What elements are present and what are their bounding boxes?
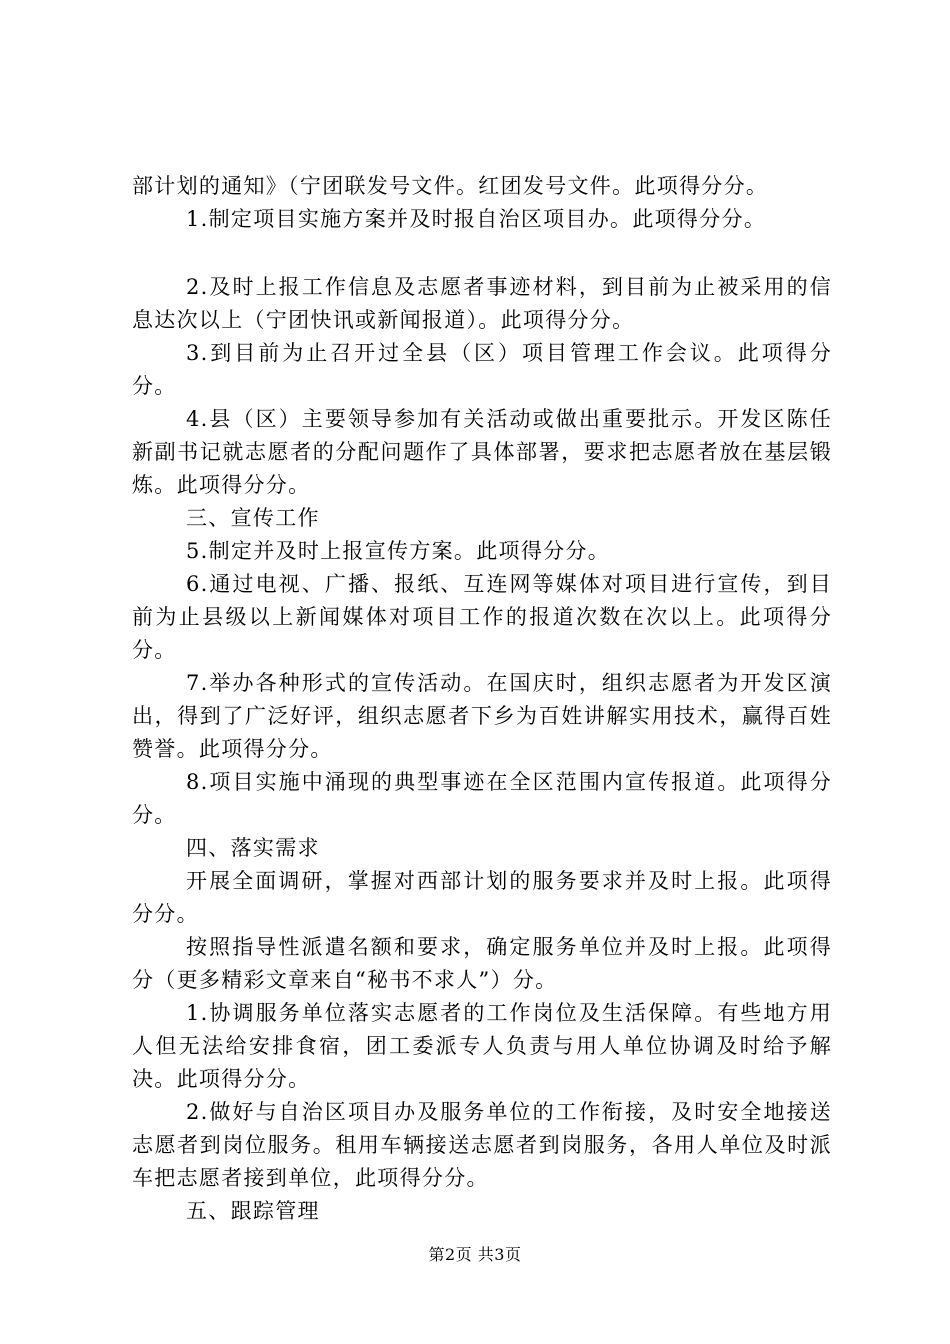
paragraph: 2.做好与自治区项目办及服务单位的工作衔接，及时安全地接送志愿者到岗位服务。租用车辆接送志愿者到岗服务，各用人单位及时派车把志愿者接到单位，此项得分分。 xyxy=(132,1100,832,1190)
paragraph: 7.举办各种形式的宣传活动。在国庆时，组织志愿者为开发区演出，得到了广泛好评，组织志愿者下乡为百姓讲解实用技术，赢得百姓赞誉。此项得分分。 xyxy=(132,671,832,761)
paragraph-spacer xyxy=(132,236,832,271)
paragraph: 4.县（区）主要领导参加有关活动或做出重要批示。开发区陈任新副书记就志愿者的分配问题作了具体部署，要求把志愿者放在基层锻炼。此项得分分。 xyxy=(132,407,832,497)
section-heading: 四、落实需求 xyxy=(186,836,320,860)
paragraph: 1.协调服务单位落实志愿者的工作岗位及生活保障。有些地方用人但无法给安排食宿，团工委派专人负责与用人单位协调及时给予解决。此项得分分。 xyxy=(132,1001,832,1091)
paragraph: 3.到目前为止召开过全县（区）项目管理工作会议。此项得分分。 xyxy=(132,341,832,398)
paragraph: 5.制定并及时上报宣传方案。此项得分分。 xyxy=(186,539,611,563)
paragraph: 开展全面调研，掌握对西部计划的服务要求并及时上报。此项得分分。 xyxy=(132,869,832,926)
section-heading: 五、跟踪管理 xyxy=(186,1199,320,1223)
paragraph: 按照指导性派遣名额和要求，确定服务单位并及时上报。此项得分（更多精彩文章来自“秘书不求人”）分。 xyxy=(132,935,832,992)
page-number-footer: 第2页 共3页 xyxy=(428,1245,522,1264)
paragraph: 2.及时上报工作信息及志愿者事迹材料，到目前为止被采用的信息达次以上（宁团快讯或新闻报道）。此项得分分。 xyxy=(132,275,832,332)
paragraph: 6.通过电视、广播、报纸、互连网等媒体对项目进行宣传，到目前为止县级以上新闻媒体对项目工作的报道次数在次以上。此项得分分。 xyxy=(132,572,832,662)
document-body xyxy=(132,170,832,1228)
section-heading: 三、宣传工作 xyxy=(186,506,320,530)
paragraph: 部计划的通知》（宁团联发号文件。红团发号文件。此项得分分。 xyxy=(132,174,769,198)
paragraph: 1.制定项目实施方案并及时报自治区项目办。此项得分分。 xyxy=(186,207,767,231)
paragraph: 8.项目实施中涌现的典型事迹在全区范围内宣传报道。此项得分分。 xyxy=(132,770,832,827)
